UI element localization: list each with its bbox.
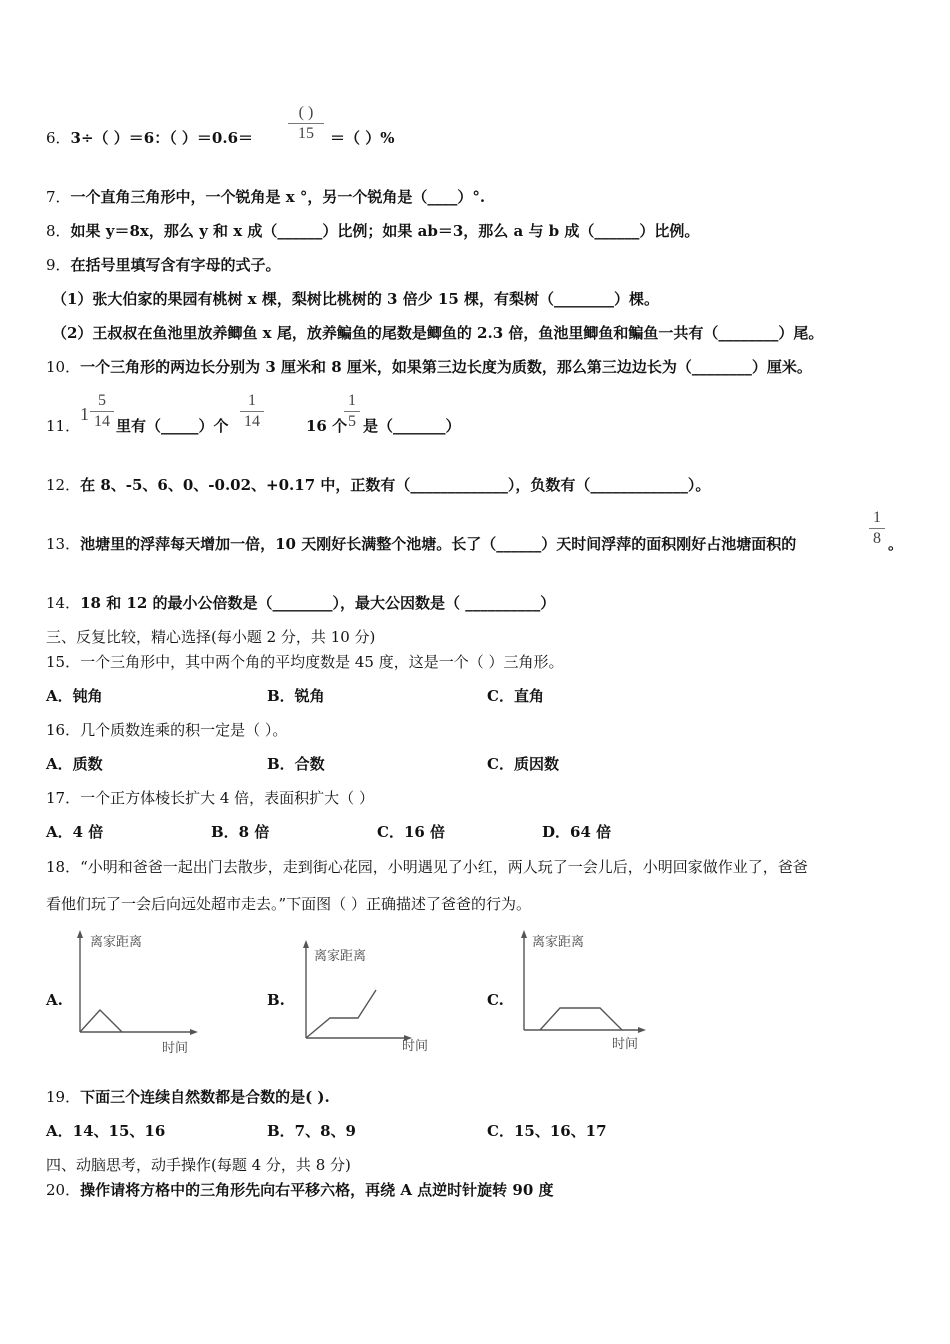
question-9-2: （2）王叔叔在鱼池里放养鲫鱼 x 尾，放养鳊鱼的尾数是鲫鱼的 2.3 倍，鱼池里鲫鱼和鳊鱼一共有（________）尾。 xyxy=(52,324,824,342)
q18-graph-c xyxy=(514,928,654,1053)
q11-text-2: 16 个 xyxy=(306,417,348,435)
q11-text-1: 里有（_____）个 xyxy=(116,417,229,435)
question-9-1: （1）张大伯家的果园有桃树 x 棵，梨树比桃树的 3 倍少 15 棵，有梨树（________）棵。 xyxy=(52,290,660,308)
question-7: 7．一个直角三角形中，一个锐角是 x °，另一个锐角是（____）°. xyxy=(46,188,486,206)
question-18-cont: 看他们玩了一会后向远处超市走去。”下面图（ ）正确描述了爸爸的行为。 xyxy=(46,895,531,913)
question-10: 10．一个三角形的两边长分别为 3 厘米和 8 厘米，如果第三边长度为质数，那么第三边边长为（________）厘米。 xyxy=(46,358,812,376)
question-9: 9．在括号里填写含有字母的式子。 xyxy=(46,256,281,274)
y-axis-arrow-icon xyxy=(303,940,309,948)
q11-fraction-2: 1 14 xyxy=(240,392,264,431)
question-11: 11． xyxy=(46,417,81,435)
q15-option-a[interactable]: A．钝角 xyxy=(46,687,103,705)
graph-c-line xyxy=(540,1008,622,1030)
x-axis-arrow-icon xyxy=(190,1029,198,1035)
q16-option-a[interactable]: A．质数 xyxy=(46,755,103,773)
q13-fraction: 1 8 xyxy=(869,509,885,548)
x-axis-arrow-icon xyxy=(638,1027,646,1033)
q17-option-b[interactable]: B．8 倍 xyxy=(211,823,270,841)
q17-option-a[interactable]: A．4 倍 xyxy=(46,823,104,841)
q6-fraction: ( ) 15 xyxy=(288,104,324,143)
question-17: 17．一个正方体棱长扩大 4 倍，表面积扩大（ ） xyxy=(46,789,374,807)
section-3-heading: 三、反复比较，精心选择(每小题 2 分，共 10 分) xyxy=(46,628,376,646)
x-axis-label: 时间 xyxy=(402,1039,429,1054)
y-axis-label: 离家距离 xyxy=(314,949,367,964)
q11-text-3: 是（_______） xyxy=(363,417,461,435)
question-20: 20．操作请将方格中的三角形先向右平移六格，再绕 A 点逆时针旋转 90 度 xyxy=(46,1181,554,1199)
q18-option-c[interactable]: C. xyxy=(487,991,504,1009)
graph-b-line xyxy=(306,990,376,1038)
q19-option-a[interactable]: A．14、15、16 xyxy=(46,1122,166,1140)
x-axis-label: 时间 xyxy=(612,1037,639,1052)
graph-a-line xyxy=(80,1010,122,1032)
q17-option-c[interactable]: C．16 倍 xyxy=(377,823,446,841)
q18-option-a[interactable]: A. xyxy=(46,991,63,1009)
question-12: 12．在 8、-5、6、0、-0.02、+0.17 中，正数有（_____________），负数有（_____________）。 xyxy=(46,476,711,494)
q11-mixed-whole: 1 xyxy=(80,404,89,424)
q19-option-b[interactable]: B．7、8、9 xyxy=(267,1122,356,1140)
question-16: 16．几个质数连乘的积一定是（ ）。 xyxy=(46,721,288,739)
q15-option-b[interactable]: B．锐角 xyxy=(267,687,325,705)
q19-option-c[interactable]: C．15、16、17 xyxy=(487,1122,607,1140)
q18-option-b[interactable]: B. xyxy=(267,991,285,1009)
question-13: 13．池塘里的浮萍每天增加一倍，10 天刚好长满整个池塘。长了（______）天时间浮萍的面积刚好占池塘面积的 xyxy=(46,535,797,553)
x-axis-label: 时间 xyxy=(162,1041,189,1056)
q16-option-c[interactable]: C．质因数 xyxy=(487,755,559,773)
y-axis-arrow-icon xyxy=(77,930,83,938)
question-18: 18．“小明和爸爸一起出门去散步，走到街心花园，小明遇见了小红，两人玩了一会儿后，小明回家做作业了，爸爸 xyxy=(46,858,808,876)
y-axis-arrow-icon xyxy=(521,930,527,938)
q13-tail: 。 xyxy=(888,535,904,553)
y-axis-label: 离家距离 xyxy=(532,935,585,950)
section-4-heading: 四、动脑思考，动手操作(每题 4 分，共 8 分) xyxy=(46,1156,351,1174)
q15-option-c[interactable]: C．直角 xyxy=(487,687,544,705)
question-6: 6．3÷（ ）＝6：（ ）＝0.6＝ xyxy=(46,129,254,147)
q16-option-b[interactable]: B．合数 xyxy=(267,755,325,773)
question-19: 19．下面三个连续自然数都是合数的是( ). xyxy=(46,1088,330,1106)
q11-fraction-3: 1 5 xyxy=(344,392,360,431)
y-axis-label: 离家距离 xyxy=(90,935,143,950)
q18-graph-b xyxy=(296,938,436,1058)
question-14: 14．18 和 12 的最小公倍数是（________），最大公因数是（ __________） xyxy=(46,594,556,612)
q17-option-d[interactable]: D．64 倍 xyxy=(542,823,612,841)
q11-fraction-1: 5 14 xyxy=(90,392,114,431)
q18-graph-a xyxy=(70,928,200,1058)
question-15: 15．一个三角形中，其中两个角的平均度数是 45 度，这是一个（ ）三角形。 xyxy=(46,653,564,671)
q6-tail: ＝（ ）% xyxy=(330,129,395,147)
question-8: 8．如果 y＝8x，那么 y 和 x 成（______）比例；如果 ab＝3，那么 a 与 b 成（______）比例。 xyxy=(46,222,700,240)
